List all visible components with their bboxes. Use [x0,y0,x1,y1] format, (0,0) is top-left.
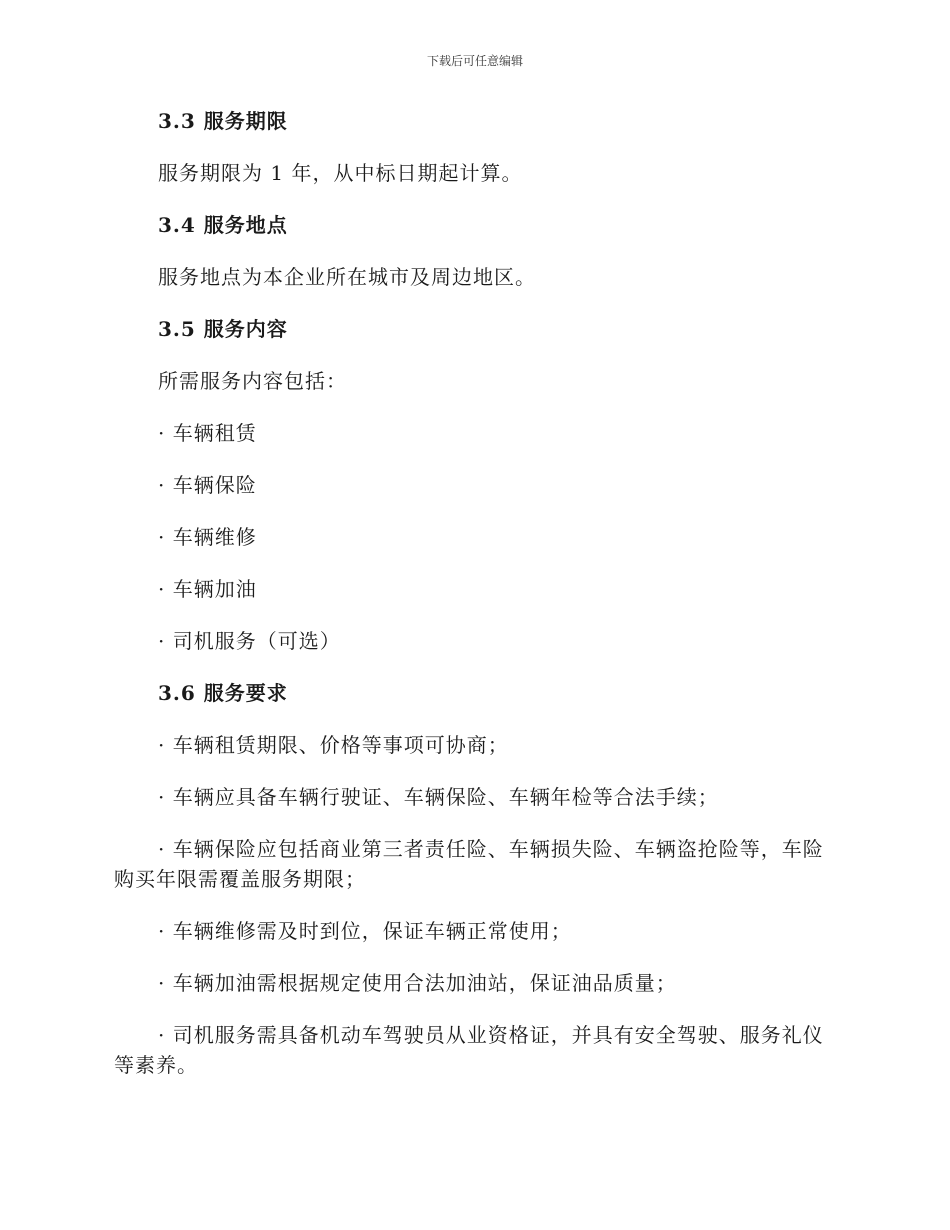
section-heading-3-6: 3.6 服务要求 [158,681,288,705]
list-item: · 司机服务（可选） [158,629,341,653]
section-heading-3-4: 3.4 服务地点 [158,213,288,237]
paragraph-service-content-intro: 所需服务内容包括： [158,369,347,393]
paragraph-service-period: 服务期限为 1 年，从中标日期起计算。 [158,161,523,185]
list-item: · 车辆加油 [158,577,257,601]
list-item: · 车辆维修需及时到位，保证车辆正常使用； [158,919,572,943]
list-item: · 车辆租赁期限、价格等事项可协商； [158,733,509,757]
list-item: · 司机服务需具备机动车驾驶员从业资格证，并具有安全驾驶、服务礼仪等素养。 [114,1023,824,1077]
list-item: · 车辆维修 [158,525,257,549]
section-heading-3-5: 3.5 服务内容 [158,317,288,341]
list-item: · 车辆租赁 [158,421,257,445]
list-item: · 车辆保险 [158,473,257,497]
document-body [114,106,826,1102]
paragraph-service-location: 服务地点为本企业所在城市及周边地区。 [158,265,536,289]
list-item: · 车辆加油需根据规定使用合法加油站，保证油品质量； [158,971,677,995]
list-item: · 车辆保险应包括商业第三者责任险、车辆损失险、车辆盗抢险等，车险购买年限需覆盖服务期限； [114,837,824,891]
section-heading-3-3: 3.3 服务期限 [158,109,288,133]
list-item: · 车辆应具备车辆行驶证、车辆保险、车辆年检等合法手续； [158,785,719,809]
header-note: 下载后可任意编辑 [426,54,523,68]
